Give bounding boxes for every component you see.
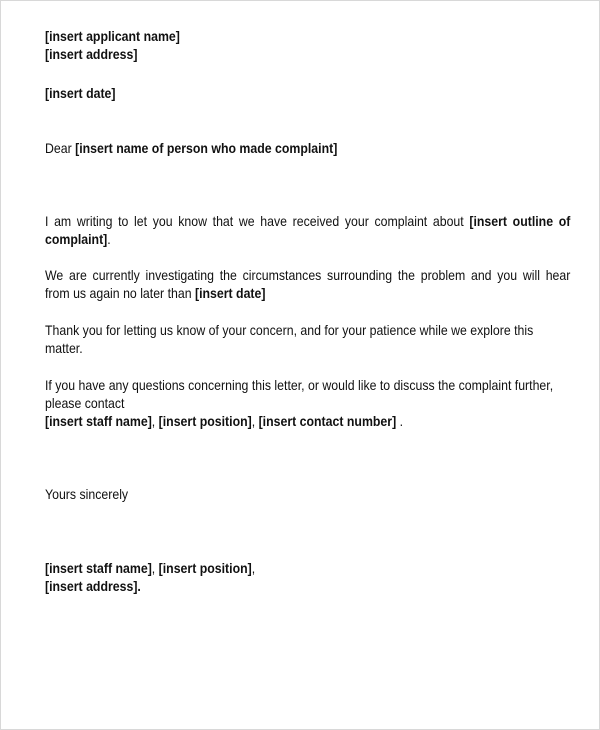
paragraph-2-placeholder: [insert date]	[194, 285, 266, 301]
sender-name: [insert applicant name]	[45, 28, 180, 44]
signature-position: [insert position]	[158, 560, 252, 576]
contact-staff-name: [insert staff name]	[45, 413, 152, 429]
letter-date: [insert date]	[45, 85, 116, 101]
paragraph-1-placeholder: [insert outline of complaint]	[45, 213, 571, 247]
contact-position: [insert position]	[158, 413, 252, 429]
date-block	[45, 84, 116, 102]
paragraph-4-line-2: please contact	[45, 395, 125, 411]
paragraph-1-end: .	[107, 231, 111, 247]
signature-address: [insert address].	[45, 578, 141, 594]
paragraph-3-line-2: matter.	[45, 340, 83, 356]
signature-staff-name: [insert staff name]	[45, 560, 152, 576]
paragraph-complaint-received	[45, 212, 570, 248]
paragraph-4-line-1: If you have any questions concerning this letter, or would like to discuss the complaint further,	[45, 377, 554, 393]
closing-text: Yours sincerely	[45, 486, 129, 502]
paragraph-investigating	[45, 266, 570, 302]
salutation	[45, 139, 337, 157]
paragraph-3-line-1: Thank you for letting us know of your concern, and for your patience while we explore this	[45, 322, 534, 338]
paragraph-thank-you	[45, 321, 533, 357]
sender-address: [insert address]	[45, 46, 138, 62]
signature-block: [insert staff name], [insert position], [insert address].	[45, 560, 256, 594]
salutation-prefix: Dear	[45, 140, 76, 156]
paragraph-questions	[45, 376, 553, 430]
contact-number: [insert contact number]	[258, 413, 397, 429]
paragraph-1-text: I am writing to let you know that we have received your complaint about	[45, 213, 470, 229]
contact-details: [insert staff name], [insert position], [insert contact number] .	[45, 413, 404, 429]
closing	[45, 485, 128, 503]
salutation-recipient: [insert name of person who made complaint]	[75, 140, 338, 156]
paragraph-2-text: We are currently investigating the circumstances surrounding the problem and you will hear from us again no later than	[45, 267, 571, 301]
sender-block	[45, 27, 180, 63]
